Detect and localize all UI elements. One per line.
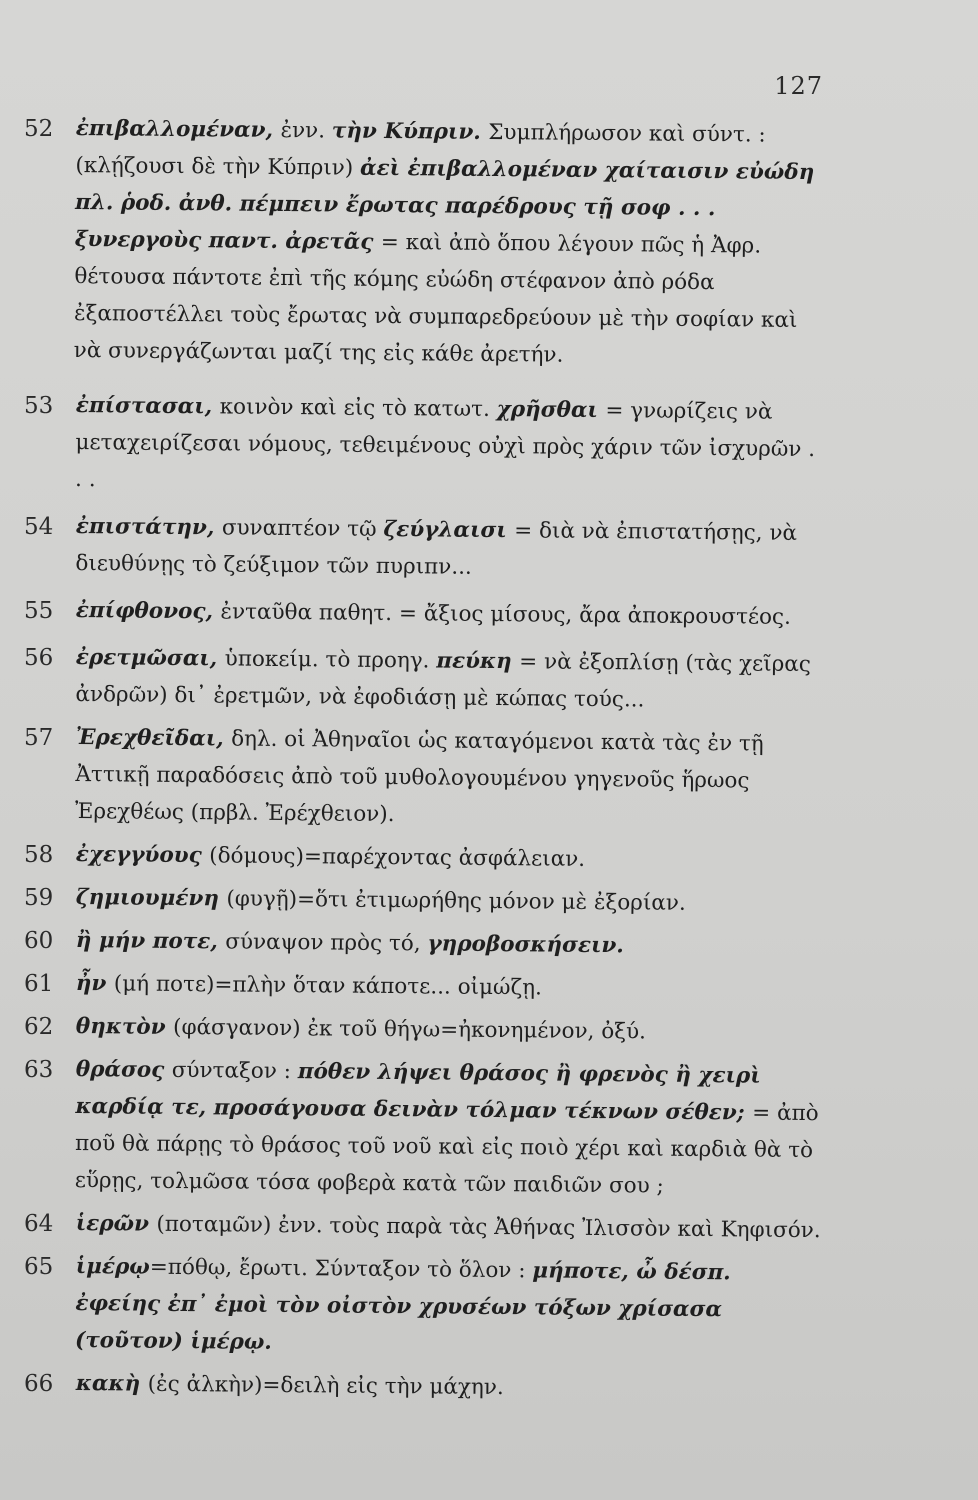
note-text (76, 1365, 821, 1409)
lemma-term: θράσος (75, 1056, 172, 1083)
page-number: 127 (774, 72, 823, 100)
note-gloss: ὑποκείμ. τὸ προηγ. (224, 646, 437, 674)
note-number: 52 (24, 116, 54, 142)
note-text (76, 965, 821, 1009)
note-gloss: =πόθῳ, ἔρωτι. Σύνταξον τὸ ὅλον : (149, 1254, 533, 1284)
note-gloss: = γνωρίζεις νὰ μεταχειρίζεσαι νόμους, τεθειμένους οὐχὶ πρὸς χάριν τῶν ἰσχυρῶν . . . (74, 398, 816, 493)
lemma-term: Ἐρεχθεῖδαι, (75, 724, 232, 752)
note-entry-66 (0, 1365, 978, 1402)
note-text (75, 1051, 821, 1206)
note-text (75, 387, 821, 505)
note-entry-59 (0, 879, 978, 916)
lemma-term: ἀεὶ ἐπιβαλλομέναν χαίταισιν εὐώδη πλ. ῥοδ. ἀνθ. πέμπειν ἔρωτας παρέδρους τῇ σοφ . . . ξυνεργοὺς παντ. ἀρετᾶς (74, 155, 815, 255)
note-entry-52 (0, 110, 978, 369)
lemma-term: ἢ μήν ποτε, (75, 927, 226, 955)
note-gloss: (δόμους)=παρέχοντας ἀσφάλειαν. (209, 843, 586, 872)
note-gloss: σύναψον πρὸς τό, (225, 929, 428, 957)
note-text (74, 110, 821, 376)
note-entry-65 (0, 1248, 978, 1359)
note-text (76, 1008, 821, 1052)
note-number: 54 (24, 514, 54, 540)
note-gloss: δηλ. οἱ Ἀθηναῖοι ὡς καταγόμενοι κατὰ τὰς ἐν τῇ Ἀττικῇ παραδόσεις ἀπὸ τοῦ μυθολογουμένου γηγενοῦς ἥρωος Ἐρεχθέως (πρβλ. Ἐρέχθειον). (74, 726, 764, 828)
note-gloss: = ἀπὸ ποῦ θὰ πάρῃς τὸ θράσος τοῦ νοῦ καὶ εἰς ποιὸ χέρι καὶ καρδιὰ θὰ τὸ εὕρῃς, τολμῶσα τόσα φοβερὰ κατὰ τῶν παιδιῶν σου ; (74, 1100, 819, 1199)
note-text (76, 1205, 821, 1249)
note-entry-58 (0, 836, 978, 873)
note-text (75, 639, 821, 720)
lemma-term: ἐπιβαλλομέναν, (75, 115, 281, 143)
note-entry-60 (0, 922, 978, 959)
lemma-term: ἐχεγγύους (75, 841, 210, 869)
note-entry-55 (0, 592, 978, 629)
note-gloss: συναπτέον τῷ (221, 515, 384, 542)
note-number: 62 (24, 1014, 54, 1040)
note-number: 59 (24, 885, 54, 911)
note-number: 57 (24, 725, 54, 751)
note-text (75, 508, 821, 589)
note-number: 63 (24, 1057, 54, 1083)
note-number: 53 (24, 393, 54, 419)
note-number: 61 (24, 971, 54, 997)
note-text (76, 836, 821, 880)
note-entry-62 (0, 1008, 978, 1045)
lemma-term: ἐπίστασαι, (75, 392, 220, 420)
lemma-term: θηκτὸν (75, 1013, 174, 1040)
note-text (75, 719, 821, 837)
lemma-term: ζημιουμένη (75, 884, 227, 912)
lemma-term: χρῆσθαι (496, 397, 606, 424)
note-gloss: (ἐς ἀλκὴν)=δειλὴ εἰς τὴν μάχην. (147, 1371, 504, 1401)
note-entry-61 (0, 965, 978, 1002)
note-entry-56 (0, 639, 978, 713)
note-text (76, 592, 821, 636)
note-gloss: ἐνν. (280, 117, 332, 144)
note-gloss: ἐνταῦθα παθητ. = ἄξιος μίσους, ἄρα ἀποκρουστέος. (220, 599, 792, 630)
note-number: 55 (24, 598, 54, 624)
note-number: 64 (24, 1211, 54, 1237)
note-gloss: = καὶ ἀπὸ ὅπου λέγουν πῶς ἡ Ἀφρ. θέτουσα πάντοτε ἐπὶ τῆς κόμης εὐώδη στέφανον ἀπὸ ρόδα ἐξαποστέλλει τοὺς ἔρωτας νὰ συμπαρεδρεύουν μὲ τὴν σοφίαν καὶ νὰ συνεργάζωνται μαζί της εἰς κάθε ἀρετήν. (73, 229, 798, 368)
note-gloss: (φυγῇ)=ὅτι ἐτιμωρήθης μόνον μὲ ἐξορίαν. (226, 886, 686, 916)
note-text (76, 879, 821, 923)
note-gloss: (μή ποτε)=πλὴν ὅταν κάποτε... οἰμώζῃ. (113, 971, 543, 1001)
lemma-term: ζεύγλαισι (383, 516, 515, 544)
note-gloss: σύνταξον : (171, 1057, 298, 1085)
lemma-term: ἐρετμῶσαι, (75, 644, 225, 672)
lemma-term: ἱερῶν (75, 1210, 157, 1237)
note-text (75, 1248, 821, 1366)
note-number: 60 (24, 928, 54, 954)
note-entry-54 (0, 508, 978, 582)
note-number: 56 (24, 645, 54, 671)
lemma-term: γηροβοσκήσειν. (427, 931, 624, 959)
note-gloss: Συμπλήρωσον καὶ σύντ. : (κλῄζουσι δὲ τὴν Κύπριν) (75, 119, 766, 181)
glossary-notes (0, 110, 978, 1402)
lemma-term: ἐπίφθονος, (75, 597, 221, 625)
note-entry-53 (0, 387, 978, 498)
note-entry-64 (0, 1205, 978, 1242)
note-gloss: (φάσγανον) ἐκ τοῦ θήγω=ἠκονημένον, ὀξύ. (172, 1014, 647, 1045)
lemma-term: πόθεν λήψει θράσος ἢ φρενὸς ἢ χειρὶ καρδίᾳ τε, προσάγουσα δεινὰν τόλμαν τέκνων σέθεν; (75, 1059, 761, 1126)
lemma-term: ἦν (75, 970, 114, 997)
note-gloss: = νὰ ἐξοπλίσῃ (τὰς χεῖρας ἀνδρῶν) δι᾽ ἐρετμῶν, νὰ ἐφοδιάσῃ μὲ κώπας τούς... (75, 649, 812, 713)
note-number: 58 (24, 842, 54, 868)
note-gloss: = διὰ νὰ ἐπιστατήσῃς, νὰ διευθύνῃς τὸ ζεύξιμον τῶν πυριπν... (75, 518, 798, 580)
note-text (76, 922, 821, 966)
note-entry-57 (0, 719, 978, 830)
note-gloss: κοινὸν καὶ εἰς τὸ κατωτ. (219, 394, 497, 423)
note-number: 65 (24, 1254, 54, 1280)
lemma-term: ἐπιστάτην, (75, 513, 222, 541)
note-number: 66 (24, 1371, 54, 1397)
lemma-term: πεύκη (436, 648, 520, 675)
lemma-term: ἱμέρῳ (75, 1253, 150, 1280)
lemma-term: κακὴ (75, 1370, 148, 1397)
note-entry-63 (0, 1051, 978, 1199)
lemma-term: μήποτε, ὦ δέσπ. ἐφείης ἐπ᾽ ἐμοὶ τὸν οἰστὸν χρυσέων τόξων χρίσασα (τοῦτον) ἱμέρῳ. (74, 1258, 731, 1355)
lemma-term: τὴν Κύπριν. (331, 118, 489, 145)
note-gloss: (ποταμῶν) ἐνν. τοὺς παρὰ τὰς Ἀθήνας Ἰλισσὸν καὶ Κηφισόν. (156, 1211, 821, 1244)
